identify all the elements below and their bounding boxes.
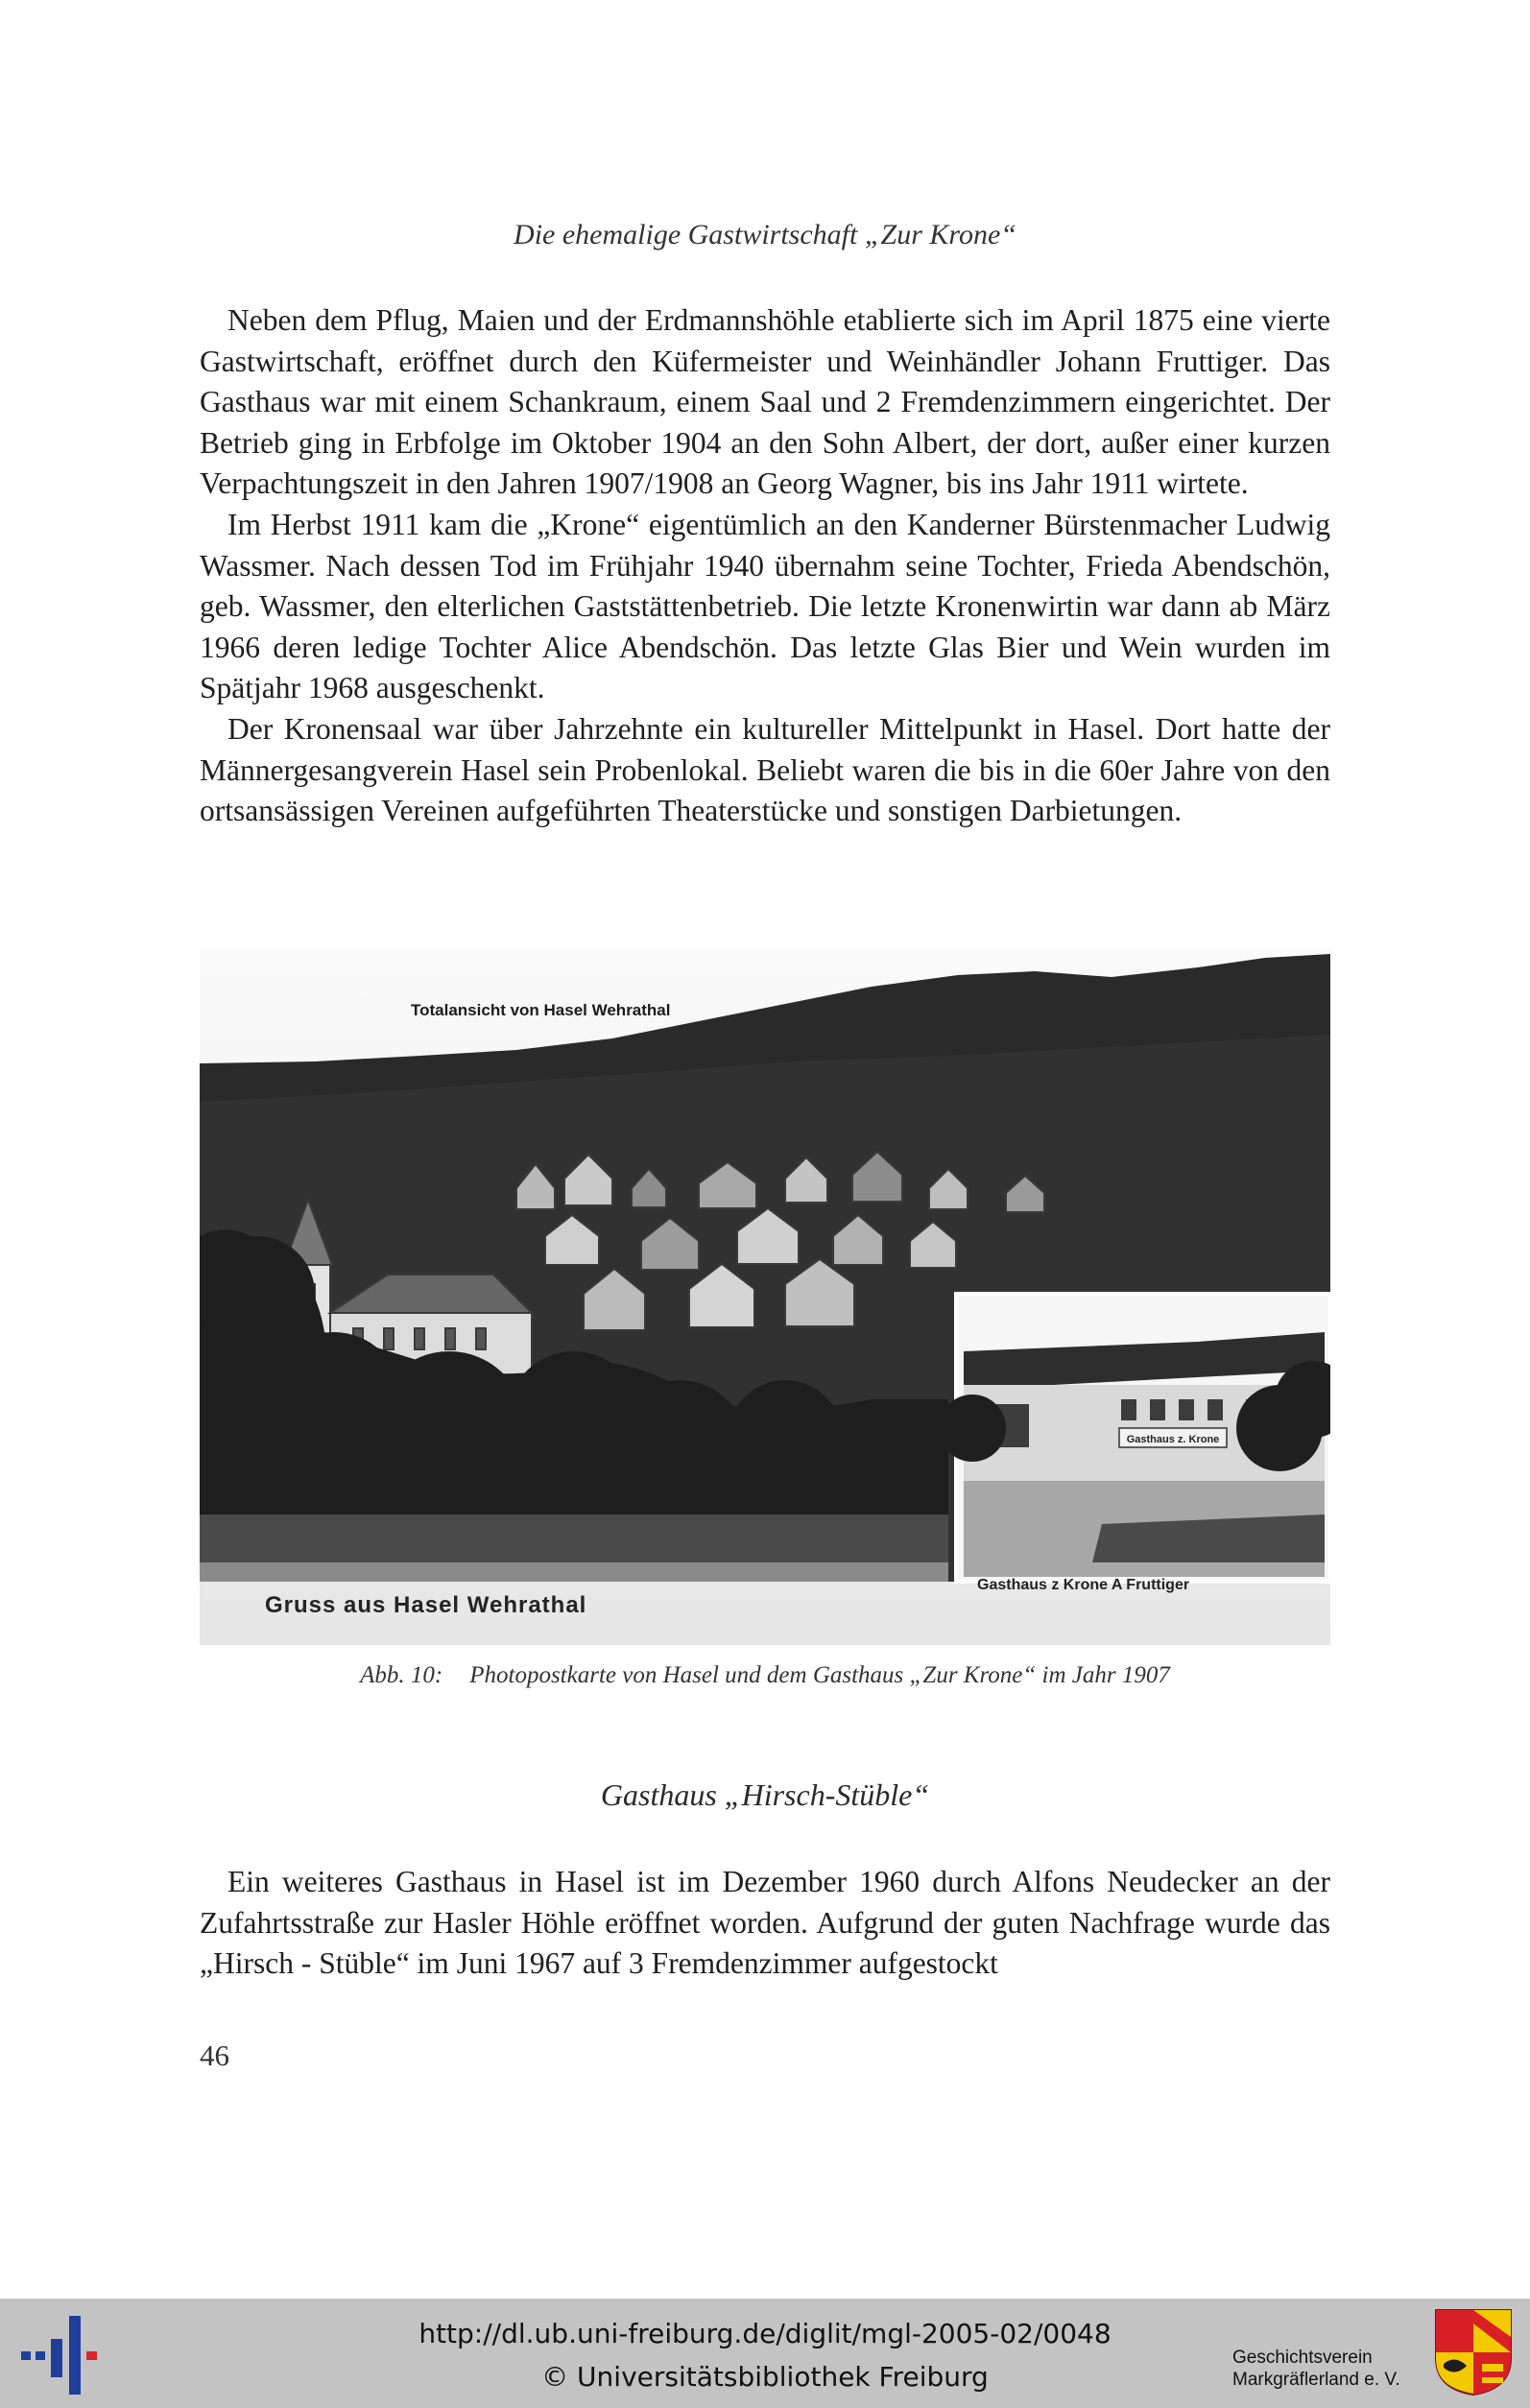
inset-label: Gasthaus z Krone A Fruttiger	[977, 1577, 1190, 1593]
figure-caption	[0, 1662, 1530, 1689]
paragraph: Der Kronensaal war über Jahrzehnte ein kultureller Mittelpunkt in Hasel. Dort hatte der Männergesangverein Hasel sein Probenlokal. Beliebt waren die bis in die 60er Jahre von den ortsansässigen Vereinen aufgeführten Theaterstücke und sonstigen Darbietungen.	[200, 711, 1330, 828]
postcard-title: Totalansicht von Hasel Wehrathal	[411, 1001, 671, 1019]
caption-label: Abb. 10:	[360, 1662, 443, 1688]
inn-inset-photo	[939, 1294, 1330, 1582]
paragraph: Im Herbst 1911 kam die „Krone“ eigentümlich an den Kanderner Bürstenmacher Ludwig Wassmer. Nach dessen Tod im Frühjahr 1940 übernahm seine Tochter, Frieda Abendschön, geb. Wassmer, den elterlichen Gaststättenbetrieb. Die letzte Kronenwirtin war dann ab März 1966 deren ledige Tochter Alice Abendschön. Das letzte Glas Bier und Wein wurden im Spätjahr 1968 ausgeschenkt.	[200, 507, 1330, 705]
text-block-hirsch	[200, 1862, 1330, 1985]
text-block-krone	[200, 300, 1330, 832]
page-number: 46	[200, 2038, 229, 2072]
paragraph: Neben dem Pflug, Maien und der Erdmannshöhle etablierte sich im April 1875 eine vierte Gastwirtschaft, eröffnet durch den Küfermeister und Weinhändler Johann Fruttiger. Das Gasthaus war mit einem Schankraum, einem Saal und 2 Fremdenzimmern eingerichtet. Der Betrieb ging in Erbfolge im Oktober 1904 an den Sohn Albert, der dort, außer einer kurzen Verpachtungszeit in den Jahren 1907/1908 an Georg Wagner, bis ins Jahr 1911 wirtete.	[200, 303, 1330, 501]
document-url-link[interactable]: http://dl.ub.uni-freiburg.de/diglit/mgl-2005-02/0048	[418, 2318, 1112, 2349]
postcard-greeting: Gruss aus Hasel Wehrathal	[265, 1592, 587, 1618]
society-name	[1232, 2347, 1429, 2391]
running-head: Die ehemalige Gastwirtschaft „Zur Krone“	[514, 219, 1016, 250]
caption-text: Photopostkarte von Hasel und dem Gasthaus „Zur Krone“ im Jahr 1907	[469, 1662, 1170, 1688]
paragraph: Ein weiteres Gasthaus in Hasel ist im Dezember 1960 durch Alfons Neudecker an der Zufahrtsstraße zur Hasler Höhle eröffnet worden. Aufgrund der guten Nachfrage wurde das „Hirsch - Stüble“ im Juni 1967 auf 3 Fremdenzimmer aufgestockt	[200, 1865, 1330, 1981]
postcard-photo	[200, 948, 1330, 1645]
inn-sign-text: Gasthaus z. Krone	[1126, 1434, 1220, 1445]
footer-band	[0, 2299, 1530, 2408]
society-line-2: Markgräflerland e. V.	[1232, 2370, 1400, 2390]
society-line-1: Geschichtsverein	[1232, 2348, 1373, 2368]
copyright-text: © Universitätsbibliothek Freiburg	[541, 2361, 989, 2393]
section-heading: Gasthaus „Hirsch-Stüble“	[600, 1777, 930, 1812]
coat-of-arms-icon	[1434, 2308, 1513, 2401]
